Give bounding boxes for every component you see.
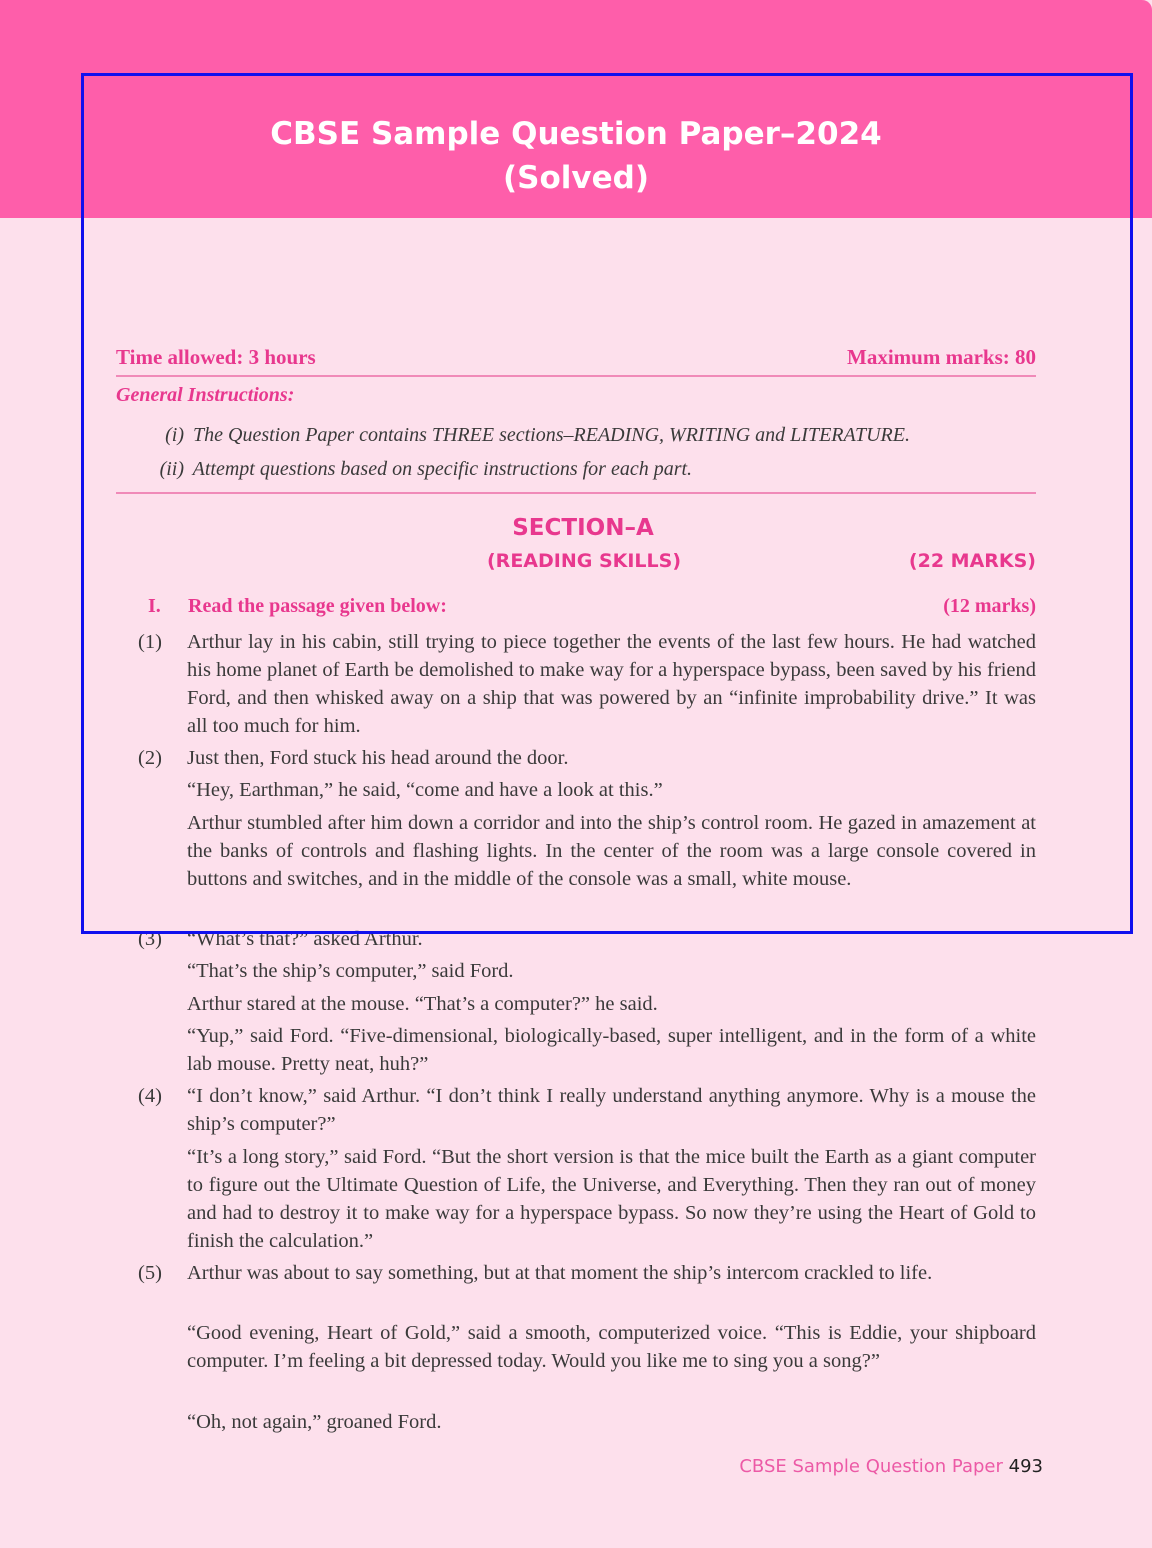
footer-label: CBSE Sample Question Paper bbox=[739, 1456, 1003, 1477]
passage-paragraph: “It’s a long story,” said Ford. “But the short version is that the mice built the Earth as a giant computer to figure out the Ultimate Question of Life, the Universe, and Everything. Then they ran out of money and had to destroy it to make way for a hyperspace bypass. So now they’re using the Heart of Gold to finish the calculation.” bbox=[187, 1146, 1036, 1252]
instructions-heading: General Instructions: bbox=[116, 384, 295, 406]
passage-paragraph: Just then, Ford stuck his head around the door. bbox=[187, 747, 569, 769]
passage-paragraph: Arthur stumbled after him down a corridor and into the ship’s control room. He gazed in amazement at the banks of controls and flashing lights. In the center of the room was a large console covered in buttons and switches, and in the middle of the console was a small, white mouse. bbox=[187, 812, 1036, 890]
maximum-marks: Maximum marks: 80 bbox=[847, 345, 1036, 369]
page-footer bbox=[739, 1456, 1043, 1477]
page-title bbox=[0, 112, 1152, 200]
section-subtitle: (READING SKILLS) bbox=[487, 550, 682, 572]
passage-paragraph: “Good evening, Heart of Gold,” said a smooth, computerized voice. “This is Eddie, your shipboard computer. I’m feeling a bit depressed today. Would you like me to sing you a song?” bbox=[187, 1322, 1036, 1372]
section-title: SECTION–A bbox=[512, 515, 654, 541]
page-title-line2: (Solved) bbox=[502, 160, 649, 196]
passage-paragraph: “What’s that?” asked Arthur. bbox=[187, 928, 423, 950]
paragraph-number: (3) bbox=[138, 928, 162, 950]
passage-paragraph: “I don’t know,” said Arthur. “I don’t think I really understand anything anymore. Why is a mouse the ship’s computer?” bbox=[187, 1085, 1036, 1135]
paragraph-number: (4) bbox=[138, 1085, 162, 1107]
passage-paragraph: “Oh, not again,” groaned Ford. bbox=[187, 1411, 442, 1433]
passage-paragraph: Arthur stared at the mouse. “That’s a computer?” he said. bbox=[187, 993, 658, 1015]
passage-paragraph: Arthur was about to say something, but at that moment the ship’s intercom crackled to life. bbox=[187, 1262, 933, 1284]
paragraph-number: (2) bbox=[138, 747, 162, 769]
divider bbox=[116, 492, 1036, 494]
time-allowed: Time allowed: 3 hours bbox=[116, 345, 316, 369]
page-number: 493 bbox=[1008, 1456, 1043, 1477]
instruction-text: Attempt questions based on specific instructions for each part. bbox=[192, 458, 693, 480]
passage-paragraph: “Yup,” said Ford. “Five-dimensional, biologically-based, super intelligent, and in the form of a white lab mouse. Pretty neat, huh?” bbox=[187, 1025, 1036, 1075]
paragraph-number: (1) bbox=[138, 631, 162, 653]
paragraph-number: (5) bbox=[138, 1262, 162, 1284]
instruction-item bbox=[116, 424, 1036, 447]
instruction-text: The Question Paper contains THREE sections–READING, WRITING and LITERATURE. bbox=[193, 424, 910, 446]
question-number: I. bbox=[148, 595, 161, 617]
page-title-line1: CBSE Sample Question Paper–2024 bbox=[270, 116, 882, 152]
question-text: Read the passage given below: bbox=[188, 595, 447, 617]
instruction-item bbox=[116, 458, 1036, 481]
section-marks: (22 MARKS) bbox=[908, 550, 1036, 572]
passage-paragraph: “That’s the ship’s computer,” said Ford. bbox=[187, 960, 514, 982]
passage-paragraph: Arthur lay in his cabin, still trying to piece together the events of the last few hours. He had watched his home planet of Earth be demolished to make way for a hyperspace bypass, been saved by his friend Ford, and then whisked away on a ship that was powered by an “infinite improbability drive.” It was all too much for him. bbox=[187, 631, 1036, 737]
question-marks: (12 marks) bbox=[943, 595, 1036, 617]
instruction-number: (i) bbox=[165, 424, 184, 446]
divider bbox=[116, 375, 1036, 377]
passage-paragraph: “Hey, Earthman,” he said, “come and have a look at this.” bbox=[187, 779, 663, 801]
instruction-number: (ii) bbox=[159, 458, 184, 480]
exam-meta-row bbox=[116, 345, 1036, 370]
